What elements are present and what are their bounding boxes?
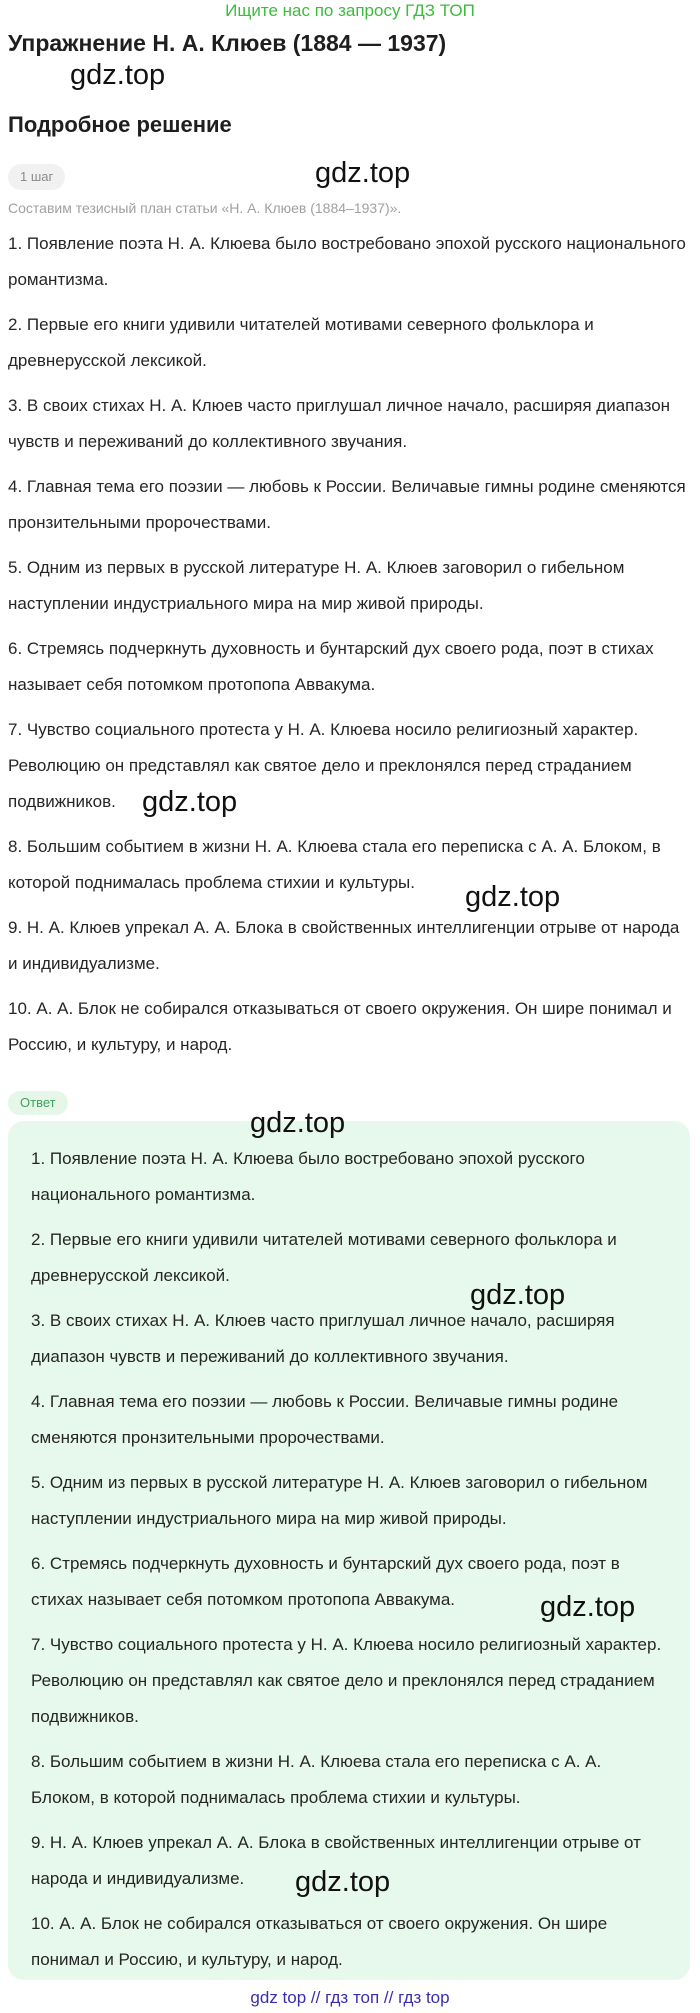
- watermark-7: gdz.top: [540, 1591, 636, 1623]
- solution-item-2: 2. Первые его книги удивили читателей мотивами северного фольклора и древнерусской лексикой.: [8, 315, 594, 370]
- solution-list: [8, 226, 688, 1072]
- step-badge: 1 шаг: [8, 164, 65, 190]
- solution-item-10: 10. А. А. Блок не собирался отказываться от своего окружения. Он шире понимал и Россию, и культуру, и народ.: [8, 999, 672, 1054]
- watermark-3: gdz.top: [142, 786, 238, 818]
- watermark-4: gdz.top: [465, 881, 561, 913]
- solution-item-9: 9. Н. А. Клюев упрекал А. А. Блока в свойственных интеллигенции отрыве от народа и индивидуализме.: [8, 918, 680, 973]
- solution-item-1: 1. Появление поэта Н. А. Клюева было востребовано эпохой русского национального романтизма.: [8, 234, 686, 289]
- answer-item-8: 8. Большим событием в жизни Н. А. Клюева стала его переписка с А. А. Блоком, в которой поднималась проблема стихии и культуры.: [31, 1752, 602, 1807]
- solution-item-3: 3. В своих стихах Н. А. Клюев часто приглушал личное начало, расширяя диапазон чувств и переживаний до коллективного звучания.: [8, 396, 671, 451]
- watermark-5: gdz.top: [250, 1107, 346, 1139]
- step-intro: Составим тезисный план статьи «Н. А. Клюев (1884–1937)».: [8, 200, 402, 216]
- answer-item-1: 1. Появление поэта Н. А. Клюева было востребовано эпохой русского национального романтизма.: [31, 1149, 585, 1204]
- answer-item-7: 7. Чувство социального протеста у Н. А. Клюева носило религиозный характер. Революцию он представлял как святое дело и преклонялся перед страданием подвижников.: [31, 1635, 662, 1726]
- answer-item-10: 10. А. А. Блок не собирался отказываться от своего окружения. Он шире понимал и Россию, и культуру, и народ.: [31, 1914, 608, 1969]
- watermark-2: gdz.top: [315, 157, 411, 189]
- solution-item-4: 4. Главная тема его поэзии — любовь к России. Величавые гимны родине сменяются пронзительными пророчествами.: [8, 477, 686, 532]
- watermark-1: gdz.top: [70, 59, 166, 91]
- solution-item-5: 5. Одним из первых в русской литературе Н. А. Клюев заговорил о гибельном наступлении индустриального мира на мир живой природы.: [8, 558, 625, 613]
- answer-item-3: 3. В своих стихах Н. А. Клюев часто приглушал личное начало, расширяя диапазон чувств и переживаний до коллективного звучания.: [31, 1311, 615, 1366]
- top-banner: Ищите нас по запросу ГДЗ ТОП: [225, 1, 475, 20]
- answer-box: [8, 1121, 690, 1980]
- answer-item-6: 6. Стремясь подчеркнуть духовность и бунтарский дух своего рода, поэт в стихах называет себя потомком протопопа Аввакума.: [31, 1554, 620, 1609]
- answer-badge: Ответ: [8, 1091, 68, 1115]
- answer-item-9: 9. Н. А. Клюев упрекал А. А. Блока в свойственных интеллигенции отрыве от народа и индивидуализме.: [31, 1833, 641, 1888]
- watermark-8: gdz.top: [295, 1866, 391, 1898]
- answer-item-5: 5. Одним из первых в русской литературе Н. А. Клюев заговорил о гибельном наступлении индустриального мира на мир живой природы.: [31, 1473, 648, 1528]
- solution-heading: Подробное решение: [8, 112, 232, 137]
- page-title: Упражнение Н. А. Клюев (1884 — 1937): [8, 30, 447, 56]
- answer-item-2: 2. Первые его книги удивили читателей мотивами северного фольклора и древнерусской лексикой.: [31, 1230, 617, 1285]
- watermark-6: gdz.top: [470, 1279, 566, 1311]
- solution-item-6: 6. Стремясь подчеркнуть духовность и бунтарский дух своего рода, поэт в стихах называет себя потомком протопопа Аввакума.: [8, 639, 654, 694]
- answer-item-4: 4. Главная тема его поэзии — любовь к России. Величавые гимны родине сменяются пронзительными пророчествами.: [31, 1392, 619, 1447]
- footer-links: gdz top // гдз топ // гдз top: [250, 1988, 450, 2007]
- solution-item-7: 7. Чувство социального протеста у Н. А. Клюева носило религиозный характер. Революцию он представлял как святое дело и преклонялся перед страданием подвижников.: [8, 720, 639, 811]
- solution-item-8: 8. Большим событием в жизни Н. А. Клюева стала его переписка с А. А. Блоком, в которой поднималась проблема стихии и культуры.: [8, 837, 661, 892]
